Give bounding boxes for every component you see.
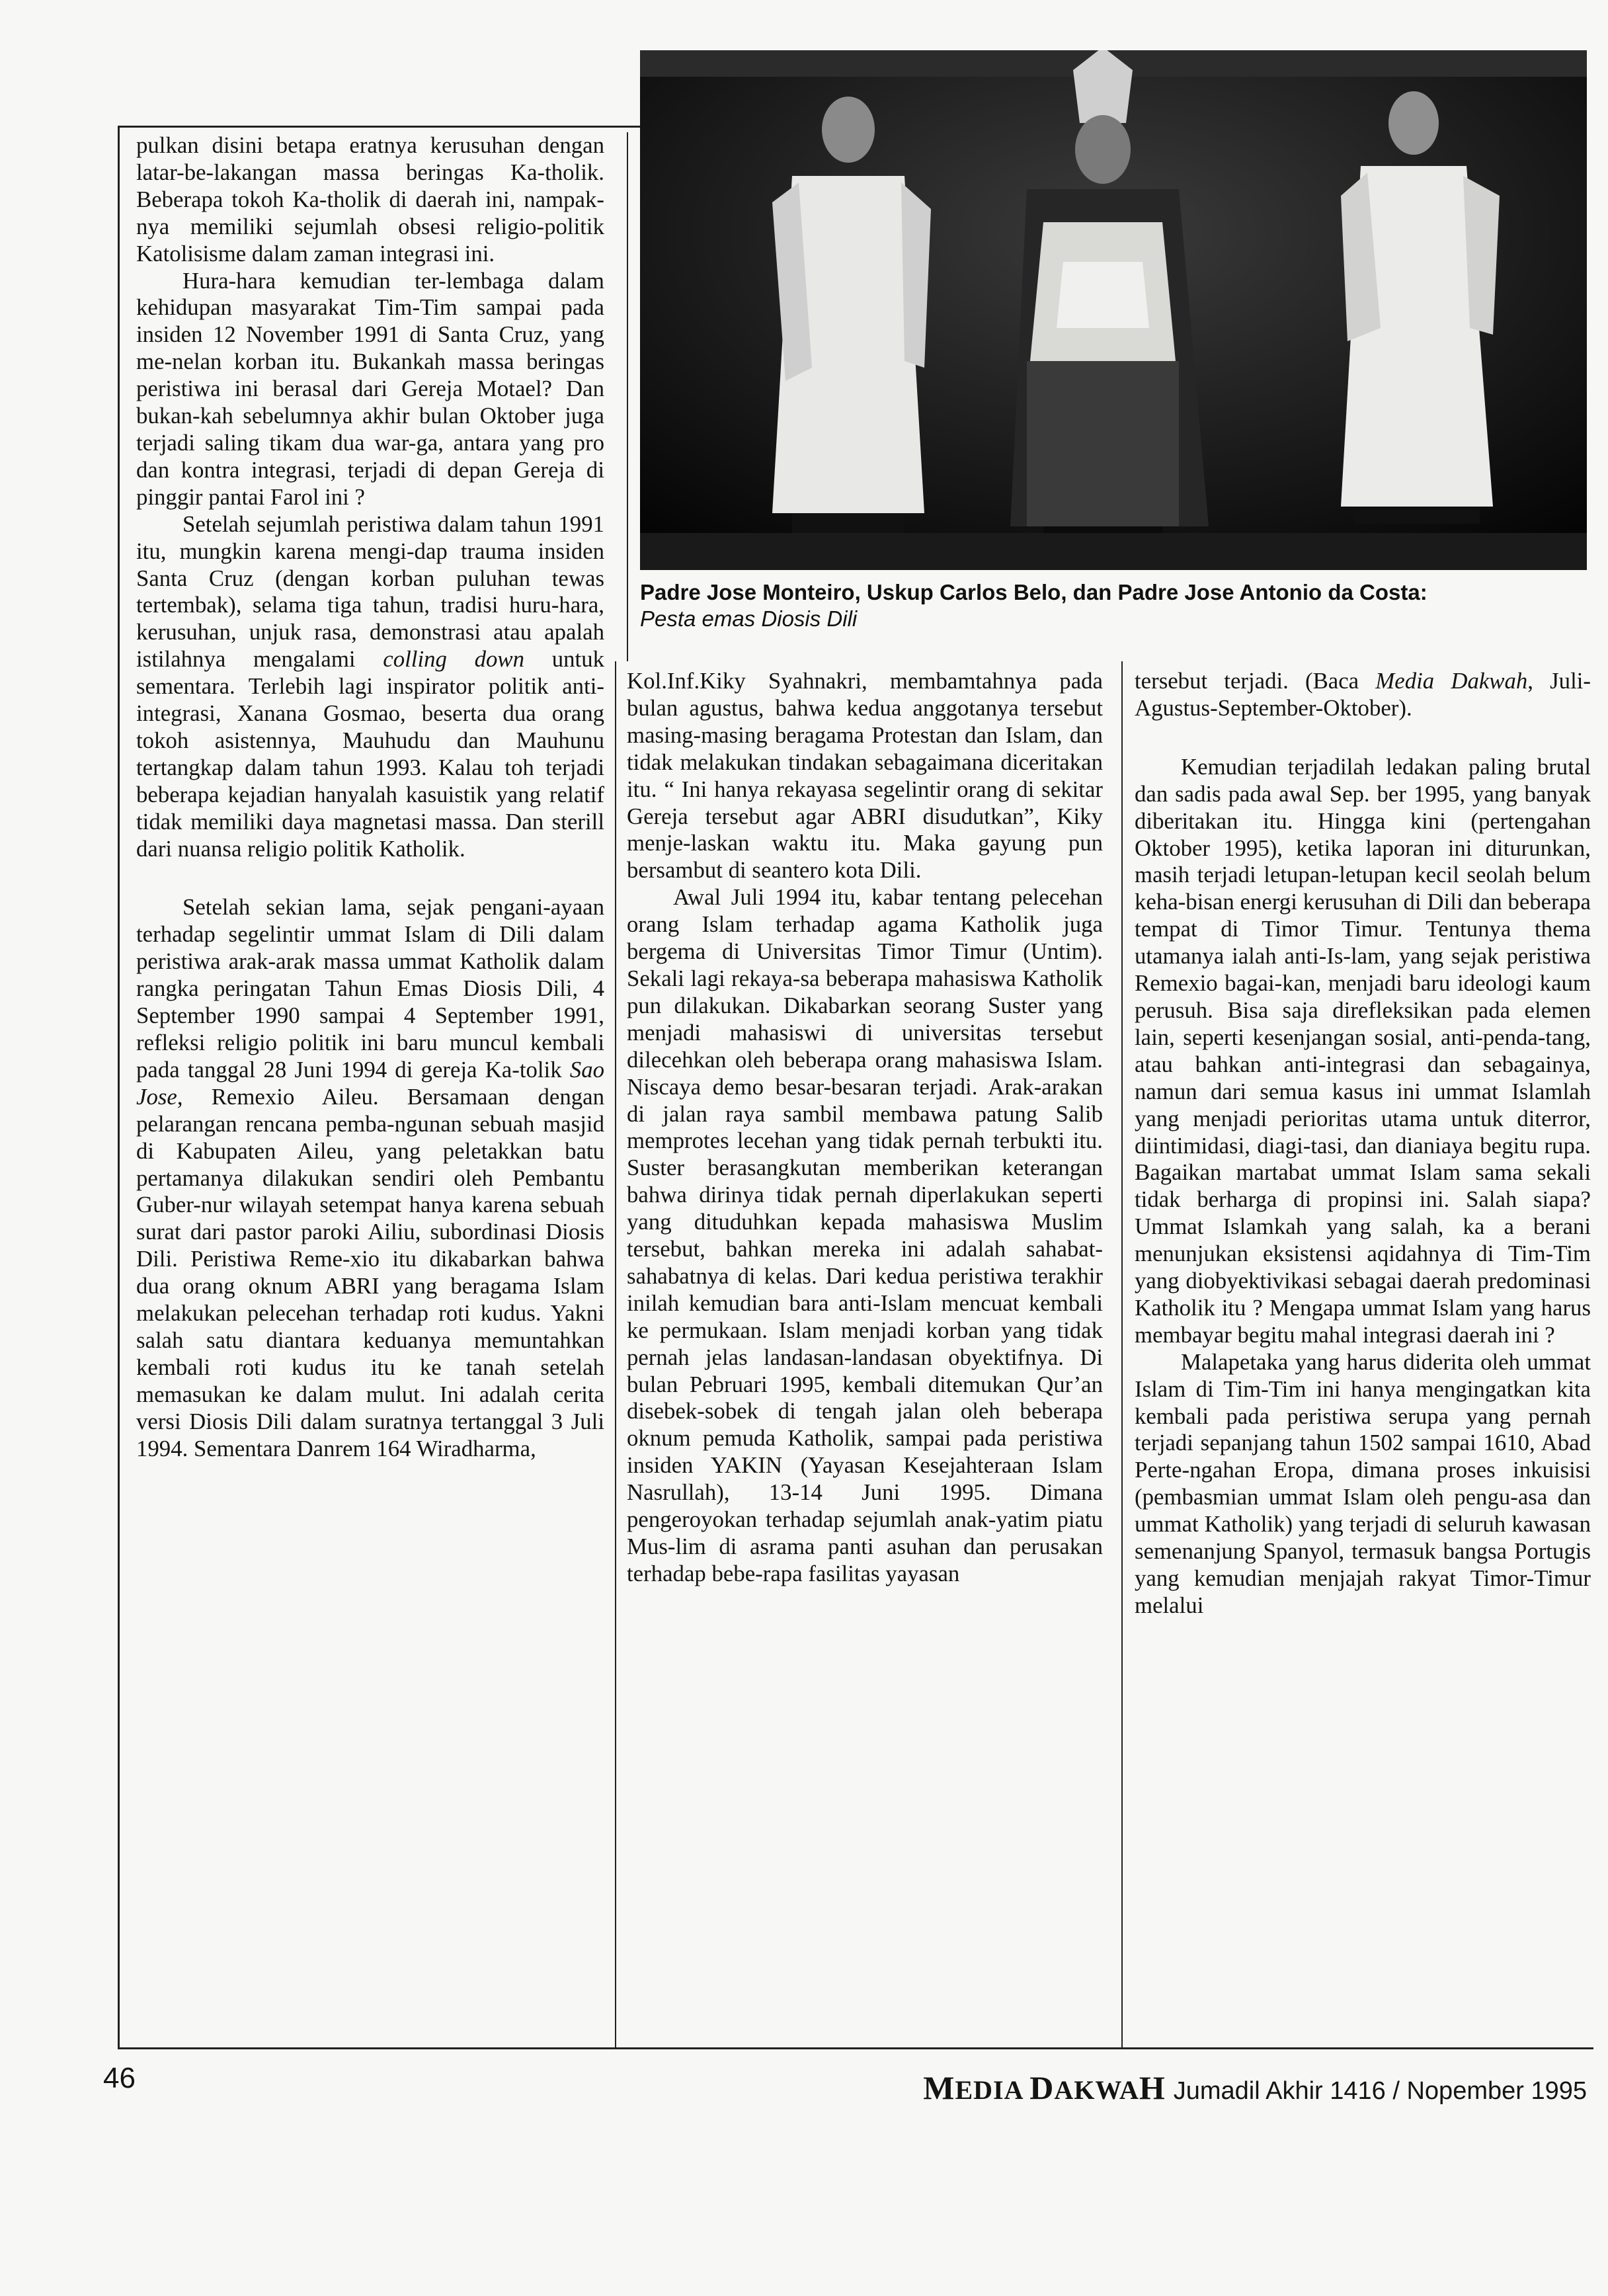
column3-paragraph-1: tersebut terjadi. (Baca Media Dakwah, Juli-Agustus-September-Oktober). [1135, 668, 1591, 721]
column-divider-upper [627, 132, 628, 661]
issue-date: Jumadil Akhir 1416 / Nopember 1995 [1173, 2077, 1587, 2105]
frame-left-rule [118, 126, 120, 2049]
page-number: 46 [103, 2062, 136, 2094]
article-column-3 [1135, 668, 1591, 1620]
article-column-1 [136, 132, 604, 1463]
brand-rest-2: AKWA [1054, 2075, 1139, 2105]
brand-rest-1: EDIA [955, 2075, 1030, 2105]
frame-bottom-rule [118, 2047, 1593, 2049]
column1-paragraph-1: pulkan disini betapa eratnya kerusuhan dengan latar-be-lakangan massa beringas Ka-tholik. Beberapa tokoh Ka-tholik di daerah ini, nampak-nya memiliki sejumlah obsesi religio-politik Katolisisme dalam zaman integrasi ini. [136, 132, 604, 266]
article-column-2 [627, 668, 1103, 1588]
brand-initial-d: D [1029, 2069, 1055, 2106]
column-divider-1 [615, 661, 616, 2047]
column-divider-2 [1121, 661, 1123, 2047]
photo-illustration [640, 50, 1587, 570]
publication-name [923, 2069, 1166, 2106]
column1-paragraph-3: Setelah sejumlah peristiwa dalam tahun 1991 itu, mungkin karena mengi-dap trauma insiden Santa Cruz (dengan korban puluhan tewas tertembak), selama tiga tahun, tradisi huru-hara, kerusuhan, unjuk rasa, demonstrasi atau apalah istilahnya mengalami colling down untuk sementara. Terlebih lagi inspirator politik anti-integrasi, Xanana Gosmao, beserta dua orang tokoh asistennya, Mauhudu dan Mauhunu tertangkap dalam tahun 1993. Kalau toh terjadi beberapa kejadian hanyalah kasuistik yang relatif tidak memiliki daya magnetasi massa. Dan sterill dari nuansa religio politik Katholik. [136, 511, 605, 862]
caption-names: Padre Jose Monteiro, Uskup Carlos Belo, dan Padre Jose Antonio da Costa: [640, 580, 1427, 604]
photo-three-clergymen [640, 50, 1587, 570]
photo-caption [640, 579, 1587, 632]
column1-paragraph-4: Setelah sekian lama, sejak pengani-ayaan terhadap segelintir ummat Islam di Dili dalam peristiwa arak-arak massa ummat Katholik dalam rangka peringatan Tahun Emas Diosis Dili, 4 September 1990 sampai 4 September 1991, refleksi religio politik ini baru muncul kembali pada tanggal 28 Juni 1994 di gereja Ka-tolik Sao Jose, Remexio Aileu. Bersamaan dengan pelarangan rencana pemba-ngunan sebuah masjid di Kabupaten Aileu, yang peletakkan batu pertamanya dilakukan sendiri oleh Pembantu Guber-nur wilayah setempat hanya karena sebuah surat dari pastor paroki Ailiu, subordinasi Diosis Dili. Peristiwa Reme-xio itu dikabarkan bahwa dua orang oknum ABRI yang beragama Islam melakukan pelecehan terhadap roti kudus. Yakni salah satu diantara keduanya memuntahkan kembali roti kudus itu ke tanah setelah memasukan ke dalam mulut. Ini adalah cerita versi Diosis Dili dalam suratnya tertanggal 3 Juli 1994. Sementara Danrem 164 Wiradharma, [136, 894, 604, 1461]
brand-final-h: H [1139, 2069, 1166, 2106]
brand-initial-m: M [923, 2069, 955, 2106]
column1-paragraph-2: Hura-hara kemudian ter-lembaga dalam kehidupan masyarakat Tim-Tim sampai pada insiden 12 November 1991 di Santa Cruz, yang me-nelan korban itu. Bukankah massa beringas peristiwa ini berasal dari Gereja Motael? Dan bukan-kah sebelumnya akhir bulan Oktober juga terjadi saling tikam dua war-ga, antara yang pro dan kontra integrasi, terjadi di depan Gereja di pinggir pantai Farol ini ? [136, 267, 604, 510]
column2-paragraph-2: Awal Juli 1994 itu, kabar tentang pelecehan orang Islam terhadap agama Katholik juga bergema di Universitas Timor Timur (Untim). Sekali lagi rekaya-sa beberapa mahasiswa Katholik pun dilakukan. Dikabarkan seorang Suster yang menjadi mahasiswi di universitas tersebut dilecehkan oleh beberapa orang mahasiswa Islam. Niscaya demo besar-besaran terjadi. Arak-arakan di jalan raya sambil membawa patung Salib memprotes lecehan yang tidak pernah terbukti itu. Suster berasangkutan memberikan keterangan bahwa dirinya tidak pernah diperlakukan seperti yang dituduhkan kepada mahasiswa Muslim tersebut, bahkan mereka ini adalah sahabat-sahabatnya di kelas. Dari kedua peristiwa terakhir inilah kemudian bara anti-Islam mencuat kembali ke permukaan. Islam menjadi korban yang tidak pernah jelas landasan-landasan obyektifnya. Di bulan Pebruari 1995, kembali ditemukan Qur’an disebek-sobek di tengah jalan oleh beberapa oknum pemuda Katholik, sampai pada peristiwa insiden YAKIN (Yayasan Kesejahteraan Islam Nasrullah), 13-14 Juni 1995. Dimana pengeroyokan terhadap sejumlah anak-yatim piatu Mus-lim di asrama panti asuhan dan perusakan terhadap bebe-rapa fasilitas yayasan [627, 884, 1103, 1586]
column2-paragraph-1: Kol.Inf.Kiky Syahnakri, membamtahnya pada bulan agustus, bahwa kedua anggotanya tersebut masing-masing beragama Protestan dan Islam, dan tidak melakukan tindakan sebagaimana diceritakan itu. “ Ini hanya rekayasa segelintir orang di sekitar Gereja tersebut agar ABRI disudutkan”, Kiky menje-laskan waktu itu. Maka gayung pun bersambut di seantero kota Dili. [627, 668, 1103, 883]
column3-paragraph-3: Malapetaka yang harus diderita oleh ummat Islam di Tim-Tim ini hanya mengingatkan kita kembali pada peristiwa serupa yang pernah terjadi sepanjang tahun 1502 sampai 1610, Abad Perte-ngahan Eropa, dimana proses inkuisisi (pembasmian ummat Islam oleh pengu-asa dan ummat Katholik) yang terjadi di seluruh kawasan semenanjung Spanyol, termasuk bangsa Portugis yang kemudian menjajah rakyat Timor-Timur melalui [1135, 1348, 1591, 1618]
publication-footer [923, 2069, 1587, 2107]
caption-subtitle: Pesta emas Diosis Dili [640, 606, 858, 631]
frame-top-rule [118, 126, 640, 128]
column3-paragraph-2: Kemudian terjadilah ledakan paling brutal dan sadis pada awal Sep. ber 1995, yang banyak diberitakan itu. Hingga kini (pertengahan Oktober 1995), ketika laporan ini diturunkan, masih terjadi letupan-letupan kecil seolah belum keha-bisan energi kerusuhan di Dili dan beberapa tempat di Timor Timur. Tentunya thema utamanya ialah anti-Is-lam, yang sejak peristiwa Remexio bagai-kan, menjadi baru ideologi kaum perusuh. Bisa saja direfleksikan pada elemen lain, seperti kesenjangan sosial, anti-penda-tang, atau bahkan anti-integrasi dan sebagainya, namun dari semua kasus ini ummat Islamlah yang menjadi perioritas utama untuk diterror, diintimidasi, diagi-tasi, dan dianiaya begitu rupa. Bagaikan martabat ummat Islam sama sekali tidak berharga di propinsi ini. Salah siapa? Ummat Islamkah yang salah, ka a berani menunjukan eksistensi aqidahnya di Tim-Tim yang diobyektivikasi sebagai daerah predominasi Katholik itu ? Mengapa ummat Islam yang harus membayar begitu mahal integrasi daerah ini ? [1135, 753, 1591, 1348]
